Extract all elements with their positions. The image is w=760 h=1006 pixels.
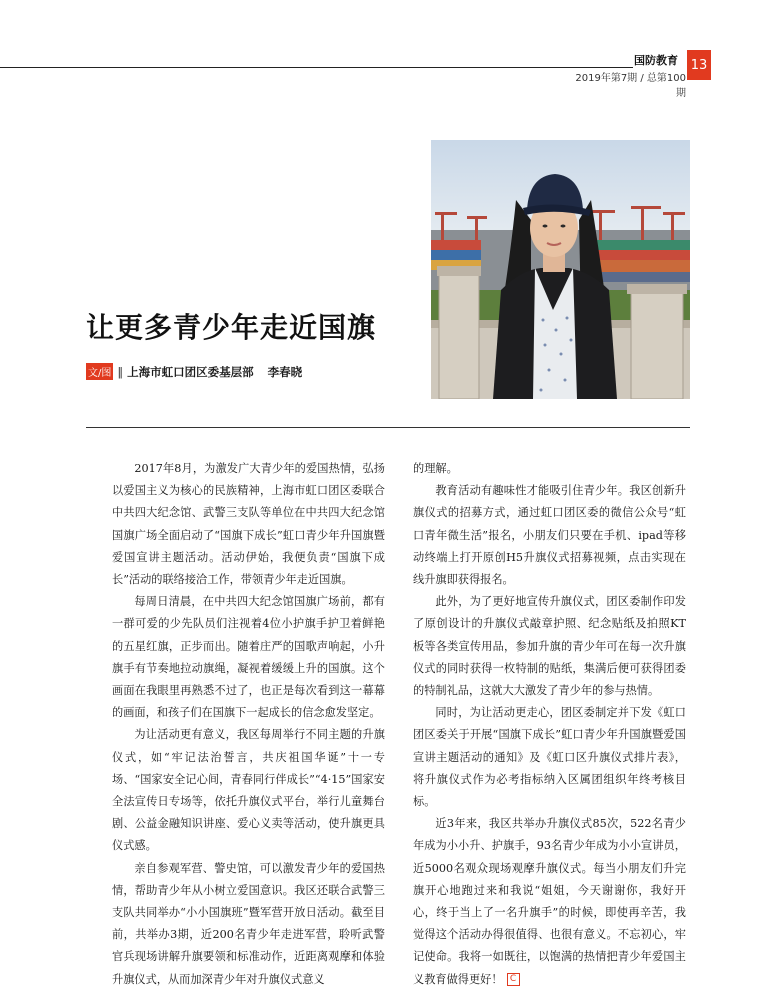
author-photo xyxy=(431,140,690,399)
page-number-badge: 13 xyxy=(687,50,711,80)
author-photo-illustration xyxy=(431,140,690,399)
title-rule xyxy=(86,427,690,428)
byline-tag: 文/图 xyxy=(86,363,113,380)
article-column-left xyxy=(112,458,385,991)
byline-organization: 上海市虹口团区委基层部 xyxy=(127,364,254,379)
paragraph-continuation: 的理解。 xyxy=(413,462,458,475)
byline-author: 李春晓 xyxy=(267,364,303,379)
paragraph: 同时，为让活动更走心，团区委制定并下发《虹口团区委关于开展“国旗下成长”虹口青少年升国旗暨爱国宣讲主题活动的通知》及《虹口区升旗仪式排片表》，将升旗仪式作为必考指标纳入区属团组织年终考核目标。 xyxy=(413,706,686,809)
article-column-right xyxy=(413,458,686,991)
paragraph: 为让活动更有意义，我区每周举行不同主题的升旗仪式，如“牢记法治誓言，共庆祖国华诞”十一专场、“国家安全记心间，青春同行伴成长”“4·15”国家安全法宣传日专场等，依托升旗仪式平台，举行儿童舞台剧、公益金融知识讲座、爱心义卖等活动，使升旗更具仪式感。 xyxy=(112,728,385,853)
paragraph-text: 近3年来，我区共举办升旗仪式85次，522名青少年成为小小升、护旗手，93名青少年成为小小宣讲员，近5000名观众现场观摩升旗仪式。每当小朋友们升完旗开心地跑过来和我说“姐姐，今天谢谢你，我好开心，终于当上了一名升旗手”的时候，即使再辛苦，我觉得这个活动办得很值得、也很有意义。不忘初心，牢记使命。我将一如既往，以饱满的热情把青少年爱国主义教育做得更好！ xyxy=(413,817,686,986)
header-issue-info: 2019年第7期 / 总第100期 xyxy=(575,73,686,99)
paragraph: 此外，为了更好地宣传升旗仪式，团区委制作印发了原创设计的升旗仪式敲章护照、纪念贴纸及拍照KT板等各类宣传用品，参加升旗的青少年可在每一次升旗仪式的同时获得一枚特制的贴纸，集满后便可获得团委的特制礼品，这就大大激发了青少年的参与热情。 xyxy=(413,595,686,698)
paragraph: 2017年8月，为激发广大青少年的爱国热情，弘扬以爱国主义为核心的民族精神，上海市虹口团区委联合中共四大纪念馆、武警三支队等单位在中共四大纪念馆国旗广场全面启动了“国旗下成长”虹口青少年升国旗暨爱国宣讲主题活动。活动伊始，我便负责“国旗下成长”活动的联络接洽工作，带领青少年走近国旗。 xyxy=(112,462,385,587)
paragraph: 教育活动有趣味性才能吸引住青少年。我区创新升旗仪式的招募方式，通过虹口团区委的微信公众号“虹口青年微生活”报名，小朋友们只要在手机、ipad等移动终端上打开原创H5升旗仪式招募视频，点击实现在线升旗即获得报名。 xyxy=(413,484,686,587)
paragraph: 亲自参观军营、警史馆，可以激发青少年的爱国热情，帮助青少年从小树立爱国意识。我区还联合武警三支队共同举办“小小国旗班”暨军营开放日活动。截至目前，共举办3期，近200名青少年走进军营，聆听武警官兵现场讲解升旗要领和标准动作，近距离观摩和体验升旗仪式，从而加深青少年对升旗仪式意义 xyxy=(112,861,385,986)
header-section-name: 国防教育 xyxy=(634,54,678,67)
paragraph: 每周日清晨，在中共四大纪念馆国旗广场前，都有一群可爱的少先队员们注视着4位小护旗手护卫着鲜艳的五星红旗，正步而出。随着庄严的国歌声响起，小升旗手有节奏地拉动旗绳，凝视着缓缓上升的国旗。这个画面在我眼里再熟悉不过了，也正是每次看到这一幕幕的画面，和孩子们在国旗下一起成长的信念愈发坚定。 xyxy=(112,595,385,720)
header-rule xyxy=(0,67,633,68)
byline xyxy=(86,363,302,380)
end-of-article-icon: C xyxy=(507,973,520,986)
article-title: 让更多青少年走近国旗 xyxy=(86,311,377,344)
byline-separator: ‖ xyxy=(117,364,124,379)
paragraph-last xyxy=(413,813,686,991)
